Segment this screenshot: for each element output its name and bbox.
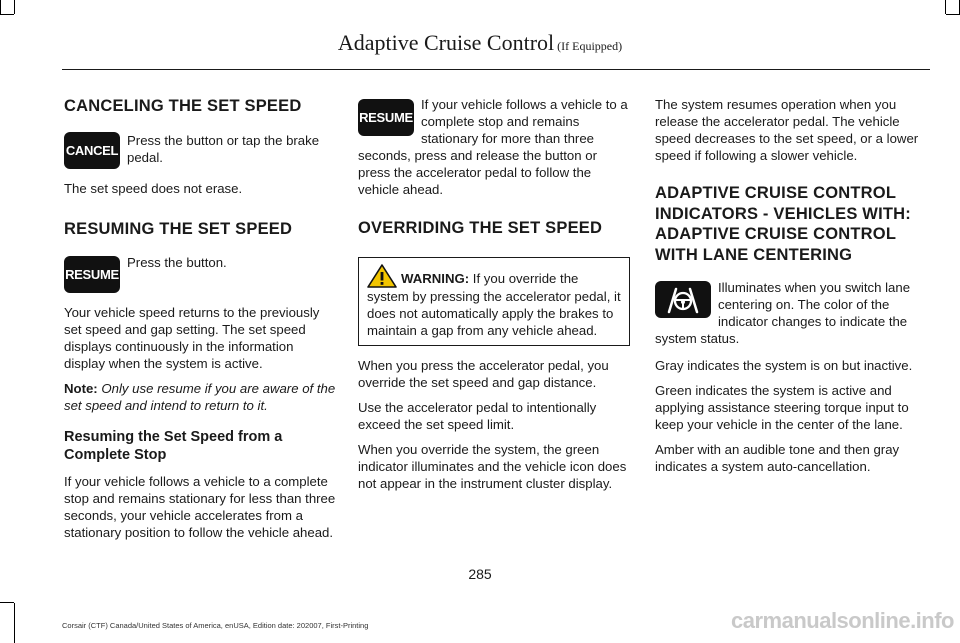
complete-stop-para: If your vehicle follows a vehicle to a complete stop and remains stationary for less than three seconds, your vehicle accelerates from a stationary position to follow the vehicle ahead. [64, 474, 336, 540]
crop-mark [14, 603, 15, 643]
override-para-1: When you press the accelerator pedal, you override the set speed and gap distance. [358, 358, 609, 390]
column-2 [358, 96, 630, 492]
heading-indicators: ADAPTIVE CRUISE CONTROL INDICATORS - VEHICLES WITH: ADAPTIVE CRUISE CONTROL WITH LANE CENTERING [655, 184, 911, 264]
watermark: carmanualsonline.info [731, 608, 954, 633]
resume-para: Your vehicle speed returns to the previously set speed and gap setting. The set speed displays continuously in the information display when the system is active. [64, 305, 320, 371]
warning-text: If you override the system by pressing the accelerator pedal, it does not automatically apply the brakes to maintain a gap from any vehicle ahead. [367, 271, 621, 338]
resume-long-text: If your vehicle follows a vehicle to a complete stop and remains stationary for more than three seconds, press and release the button or press the accelerator pedal to follow the vehicle ahead. [358, 97, 628, 197]
heading-resuming: RESUMING THE SET SPEED [64, 220, 293, 238]
crop-mark [0, 14, 14, 15]
resume-text: Press the button. [127, 255, 227, 270]
column-1 [64, 96, 336, 541]
note-label: Note: [64, 381, 98, 396]
crop-mark [946, 14, 960, 15]
page-number: 285 [468, 566, 492, 582]
lane-centering-icon [655, 281, 711, 318]
header-rule [62, 69, 930, 70]
heading-canceling: CANCELING THE SET SPEED [64, 97, 302, 115]
header-title: Adaptive Cruise Control [337, 30, 555, 55]
resume-button-icon: RESUME [64, 256, 120, 293]
cancel-note: The set speed does not erase. [64, 181, 243, 196]
override-para-2: Use the accelerator pedal to intentionally exceed the set speed limit. [358, 400, 597, 432]
heading-overriding: OVERRIDING THE SET SPEED [358, 219, 603, 237]
warning-label: WARNING: [401, 271, 470, 286]
crop-mark [945, 0, 946, 14]
page-header [0, 30, 960, 56]
footer-text: Corsair (CTF) Canada/United States of America, enUSA, Edition date: 202007, First-Printing [62, 621, 369, 630]
crop-mark [0, 0, 1, 14]
header-subtitle: (If Equipped) [554, 39, 623, 53]
heading-complete-stop: Resuming the Set Speed from a Complete Stop [64, 429, 283, 463]
gray-para: Gray indicates the system is on but inactive. [655, 358, 913, 373]
lane-centering-text: Illuminates when you switch lane centering on. The color of the indicator changes to indicate the system status. [655, 280, 911, 346]
note-text: Only use resume if you are aware of the set speed and intend to return to it. [64, 381, 336, 413]
cancel-button-icon: CANCEL [64, 132, 120, 169]
override-para-3: When you override the system, the green indicator illuminates and the vehicle icon does not appear in the instrument cluster display. [358, 442, 627, 491]
warning-triangle-icon [367, 264, 397, 288]
note [64, 380, 336, 414]
cancel-text: Press the button or tap the brake pedal. [127, 133, 320, 165]
amber-para: Amber with an audible tone and then gray indicates a system auto-cancellation. [655, 442, 900, 474]
resume-operation-para: The system resumes operation when you release the accelerator pedal. The vehicle speed decreases to the set speed, or a lower speed if following a slower vehicle. [655, 97, 919, 163]
crop-mark [0, 602, 14, 603]
column-3 [655, 96, 927, 475]
green-para: Green indicates the system is active and applying assistance steering torque input to keep your vehicle in the center of the lane. [655, 383, 909, 432]
warning-box [358, 257, 630, 346]
resume-button-icon-2: RESUME [358, 99, 414, 136]
crop-mark [14, 0, 15, 14]
